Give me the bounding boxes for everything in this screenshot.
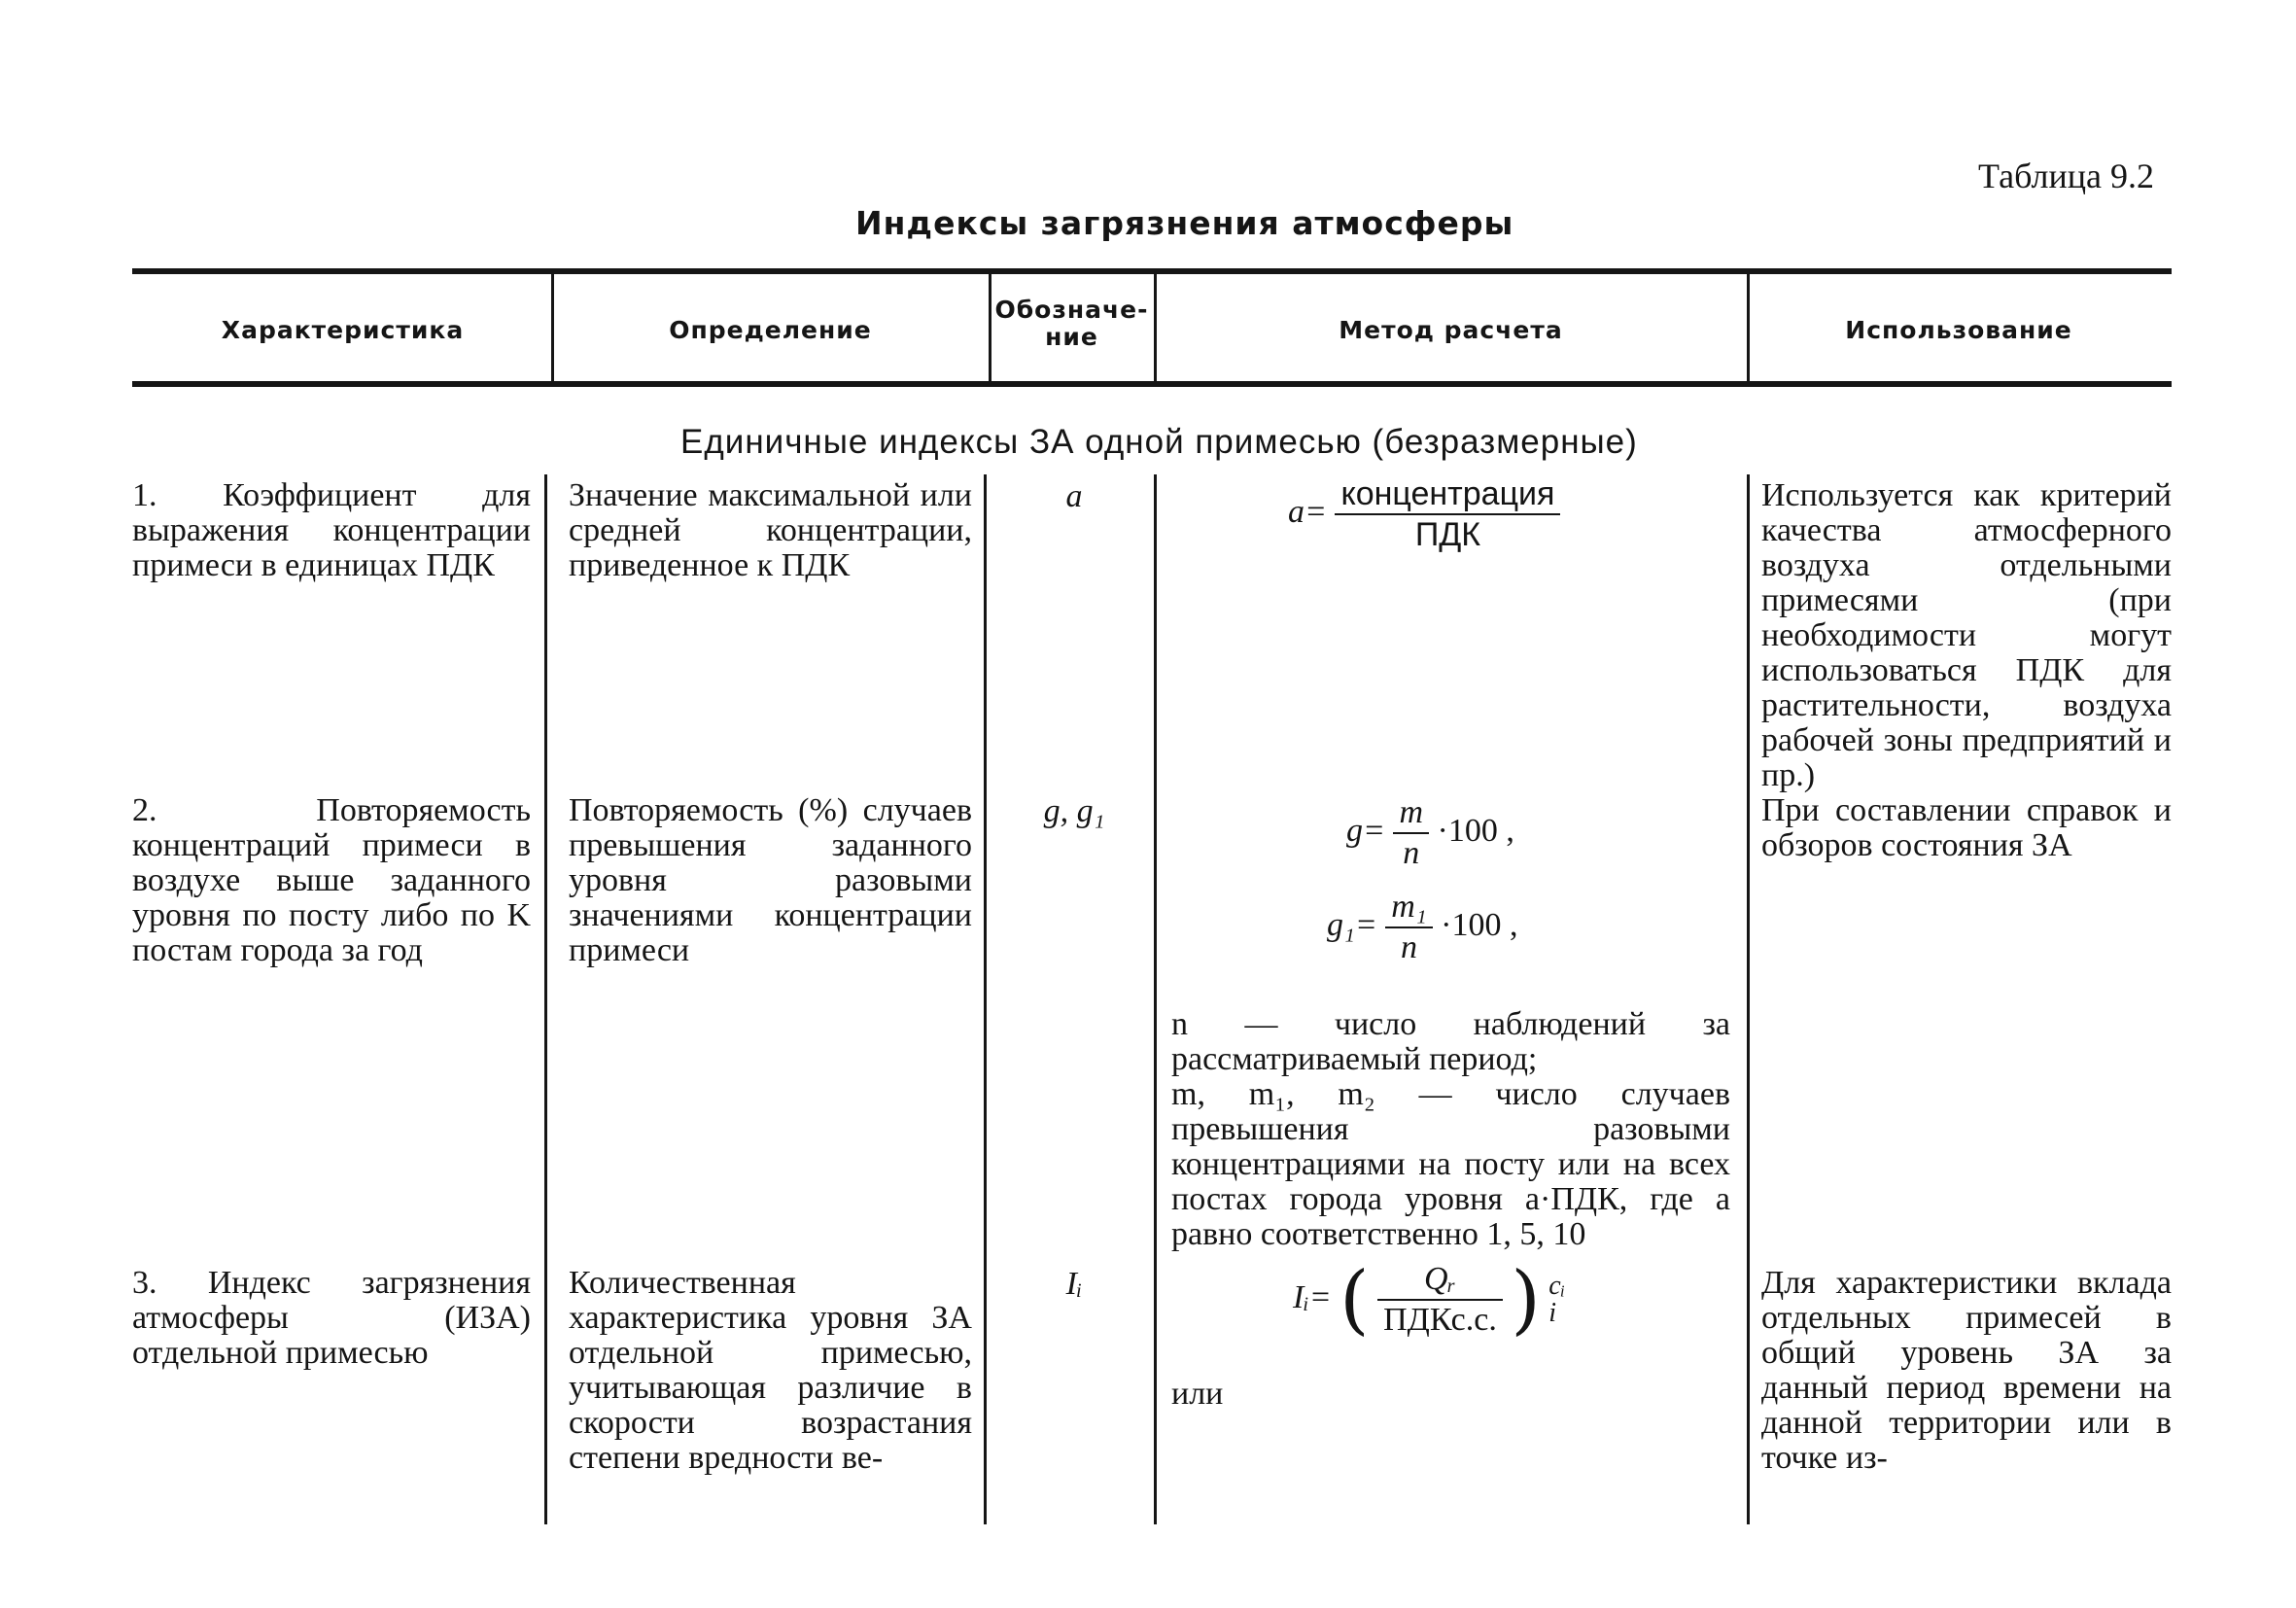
row1-symbol-text: a (1065, 478, 1083, 514)
row2-formula1-tail: ·100 , (1437, 812, 1514, 849)
row2-method-note2: m, m₁, m₂ — число случаев превышения разовыми концентрациями на посту или на всех постах города уровня a·ПДК, где a равно соответственно 1, 5, 10 (1171, 1076, 1730, 1252)
row1-formula (1288, 476, 1560, 552)
col-header-symbol-line1: Обозначе- (994, 296, 1149, 324)
right-paren: ) (1511, 1256, 1541, 1344)
header-bottom-rule (132, 381, 2172, 387)
row3-characteristic: 3. Индекс загрязнения атмосферы (ИЗА) отдельной примесью (132, 1265, 531, 1371)
row2-formula2-numerator: m₁ (1385, 890, 1432, 928)
row2-method-note1: n — число наблюдений за рассматриваемый период; (1171, 1006, 1730, 1077)
row1-formula-denominator: ПДК (1414, 516, 1481, 553)
row3-formula (1293, 1256, 1566, 1344)
row1-formula-numerator: концентрация (1335, 476, 1560, 515)
row1-formula-lhs: a= (1288, 493, 1327, 530)
col-header-symbol-line2: ние (1045, 323, 1098, 351)
row3-formula-lhs: Iᵢ= (1293, 1278, 1332, 1315)
row2-formula1-numerator: m (1393, 795, 1429, 834)
row3-method-or: или (1171, 1376, 1224, 1412)
row2-characteristic: 2. Повторяемость концентраций примеси в воздухе выше заданного уровня по посту либо по K постам города за год (132, 792, 531, 968)
row2-formula1-fraction (1393, 795, 1429, 871)
row3-formula-denominator: ПДКс.с. (1383, 1302, 1497, 1338)
row2-symbol (991, 793, 1157, 830)
row3-symbol-text: Iᵢ (1065, 1266, 1083, 1302)
row1-definition: Значение максимальной или средней концентрации, приведенное к ПДК (569, 477, 972, 583)
body-divider-1 (544, 474, 547, 1524)
body-divider-3 (1154, 474, 1157, 1524)
row2-formula-1 (1346, 795, 1514, 871)
row3-formula-numerator: Qᵣ (1377, 1262, 1503, 1301)
row1-characteristic: 1. Коэффициент для выражения концентрации примеси в единицах ПДК (132, 477, 531, 583)
row3-formula-subscript: i (1548, 1298, 1557, 1328)
row2-formula2-lhs: g₁= (1327, 906, 1377, 943)
row2-symbol-text: g, g₁ (1043, 793, 1105, 829)
row1-formula-fraction (1335, 476, 1560, 552)
row3-formula-exponent: cᵢ (1548, 1271, 1566, 1301)
row2-formula1-denominator: n (1403, 835, 1420, 871)
col-header-usage: Использование (1845, 316, 2072, 344)
row2-formula1-lhs: g= (1346, 812, 1385, 849)
top-rule (132, 268, 2172, 274)
row3-definition: Количественная характеристика уровня ЗА отдельной примесью, учитывающая различие в скорости возрастания степени вредности ве- (569, 1265, 972, 1476)
body-divider-4 (1747, 474, 1750, 1524)
row2-definition: Повторяемость (%) случаев превышения заданного уровня разовыми значениями концентрации примеси (569, 792, 972, 968)
row2-formula-2 (1327, 890, 1517, 965)
row1-usage: Используется как критерий качества атмосферного воздуха отдельными примесями (при необходимости могут использоваться ПДК для растительности, воздуха рабочей зоны предприятий и пр.) (1761, 477, 2172, 793)
row2-usage: При составлении справок и обзоров состояния ЗА (1761, 792, 2172, 863)
row2-formula2-tail: ·100 , (1441, 906, 1518, 943)
row3-usage: Для характеристики вклада отдельных примесей в общий уровень ЗА за данный период времени на данной территории или в точке из- (1761, 1265, 2172, 1476)
table-title: Индексы загрязнения атмосферы (855, 204, 1514, 242)
col-header-definition: Определение (669, 316, 872, 344)
row2-formula2-denominator: n (1400, 929, 1417, 965)
row3-formula-fraction (1377, 1262, 1503, 1338)
col-header-characteristic: Характеристика (221, 316, 465, 344)
table-label: Таблица 9.2 (1978, 157, 2154, 195)
section-heading: Единичные индексы ЗА одной примесью (безразмерные) (680, 423, 1638, 461)
body-divider-2 (984, 474, 987, 1524)
row1-symbol (991, 478, 1157, 515)
row3-symbol (991, 1266, 1157, 1303)
row2-formula2-fraction (1385, 890, 1432, 965)
col-header-method: Метод расчета (1339, 316, 1563, 344)
left-paren: ( (1339, 1256, 1370, 1344)
